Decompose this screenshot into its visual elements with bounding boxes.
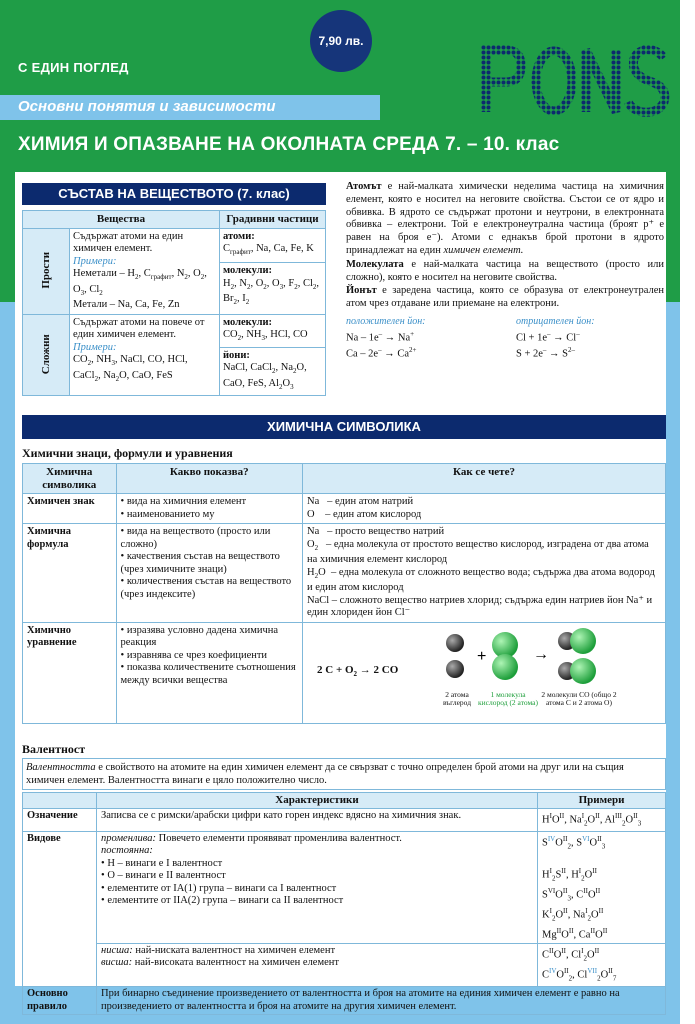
composition-table — [22, 210, 326, 396]
col-substances: Вещества — [23, 211, 220, 229]
tagline: С ЕДИН ПОГЛЕД — [18, 60, 129, 75]
page-title: ХИМИЯ И ОПАЗВАНЕ НА ОКОЛНАТА СРЕДА 7. – 10. клас — [18, 134, 560, 155]
pons-logo — [476, 40, 676, 120]
symbolics-subheading: Химични знаци, формули и уравнения — [22, 446, 233, 460]
composition-heading: СЪСТАВ НА ВЕЩЕСТВОТО (7. клас) — [22, 183, 326, 205]
caption-carbon: 2 атома въглерод — [442, 690, 472, 708]
row-label-complex: Сложни — [23, 314, 70, 396]
symbolics-heading: ХИМИЧНА СИМВОЛИКА — [22, 415, 666, 439]
molecule-illustration — [437, 625, 661, 721]
molecules-cell: молекули: $H_2$, $N_2$, $O_2$, $O_3$, $F_2$, $Cl_2$, $Br_2$, $I_2$ — [220, 263, 326, 314]
price-badge: 7,90 лв. — [310, 10, 372, 72]
valence-table: Характеристики Примери Означение Записва се с римски/арабски цифри като горен индекс вдясно на химичния знак. $H^IO^{II}$, $Na^I_2O^{II}$, $Al^{III}_2O^{II}_3$ Видове променлива: Повечето елементи проявяват променлива валентност. постоянна: • H – винаги е I валентност • O – винаги е II валентност • елементите от IA(1) група – винаги са I валентност • елементите от IIA(2) група – винаги са II валентност $S^{IV}O^{II}_2$, $S^{VI}O^{II}_3$ $H^I_2S^{II}$, $H^I_2O^{II}$ $S^{VI}O^{II}_3$, $C^{II}O^{II}$ $K^I_2O^{II}$, $Na^I_2O^{II}$ $Mg^{II}O^{II}$, $Ca^{II}O^{II}$ нисша: най-ниската валентност на химичен елемент висша: най-високата валентност на химичен елемент $C^{II}O^{II}$, $Cl^I_2O^{II}$ $C^{IV}O^{II}_2$, $Cl^{VII}_2O^{II}_7$ Основно правило При бинарно съединение произведението от валентността и броя на атомите на единия химичен елемент е равно на произведението от валентността и броя на атомите на другия химичен елемент. — [22, 792, 666, 1015]
complex-examples: $CO_2$, $NH_3$, NaCl, CO, HCl, CaCl$_2$, $Na_2O$, CaO, FeS — [73, 354, 188, 383]
sign-name: Химичен знак — [23, 494, 117, 524]
caption-co: 2 молекули CO (общо 2 атома C и 2 атома O) — [541, 690, 617, 708]
equation-formula: 2 $C + O_2 \to 2$ CO — [317, 664, 399, 679]
simple-examples: Неметали – $H_2$, $C_{графит}$, $N_2$, $O_2$, $O_3$, $Cl_2$ Метали – Na, Ca, Fe, Zn — [73, 268, 207, 311]
caption-oxygen: 1 молекула кислород (2 атома) — [477, 690, 539, 708]
molecule-definition: Молекулата е най-малката частица на веществото (просто или сложно), която е носител на неговите свойства. — [346, 258, 664, 283]
ion-examples: положителен йон: отрицателен йон: Na – 1e– → Na+ Cl + 1e– → Cl– $Ca - 2e^- \to Ca^{2+}$ $S + 2e^- \to S^{2-}$ — [346, 315, 595, 360]
simple-desc-cell: Съдържат атоми на един химичен елемент. Примери: Неметали – $H_2$, $C_{графит}$, $N_2$, $O_2$, $O_3$, $Cl_2$ Метали – Na, Ca, Fe, Zn — [70, 228, 220, 314]
svg-text:+: + — [477, 647, 487, 665]
complex-molecules-cell: молекули: $CO_2$, $NH_3$, HCl, CO — [220, 314, 326, 347]
valence-definition: Валентността е свойството на атомите на един химичен елемент да се свързват с точно определен брой атоми на друг или на същия химичен елемент. Валентността винаги е цяло положително число. — [22, 758, 666, 790]
right-margin-strip — [680, 0, 695, 1024]
valence-title: Валентност — [22, 742, 86, 756]
col-particles: Градивни частици — [220, 211, 326, 229]
symbolics-table: Химична символика Какво показва? Как се чете? Химичен знак • вида на химичния елемент • наименованието му Na – един атом натрий O – един атом кислород Химична формула • вида на веществото (просто или сложно) • качествения състав на веществото (чрез химичните знаци) • количествения състав на веществото (чрез индексите) Na – просто вещество натрий $O_2$ – една молекула от простото вещество кислород, изградена от два атома на химичния елемент кислород $H_2O$ – една молекула от сложното вещество вода; съдържа два атома водород и един атом кислород NaCl – сложното вещество натриев хлорид; съдържа един натриев йон Na⁺ и един хлориден йон Cl⁻ Химично уравнение • изразява условно дадена химична реакция • изравнява се чрез коефициенти • показва количествените съотношения между всички вещества 2 $C + O_2 \to 2$ CO + → 2 атома въглерод 1 молекула кислород (2 атома) 2 молекули CO (общо 2 атома C и 2 атома O) — [22, 463, 666, 724]
equation-name: Химично уравнение — [23, 622, 117, 723]
subtitle: Основни понятия и зависимости — [0, 95, 380, 120]
row-label-simple: Прости — [23, 228, 70, 314]
atoms-cell: атоми: $C_{графит}$, Na, Ca, Fe, K — [220, 228, 326, 263]
svg-text:→: → — [533, 645, 549, 663]
complex-desc-cell: Съдържат атоми на повече от един химичен елемент. Примери: $CO_2$, $NH_3$, NaCl, CO, HCl, CaCl$_2$, $Na_2O$, CaO, FeS — [70, 314, 220, 396]
ions-cell: йони: NaCl, CaCl$_2$, $Na_2O$, CaO, FeS, $Al_2O_3$ — [220, 347, 326, 396]
definitions-block — [346, 181, 664, 361]
formula-name: Химична формула — [23, 524, 117, 623]
ion-definition: Йонът е заредена частица, която се образува от електронеутрален атом чрез отдаване или приемане на електрони. — [346, 285, 664, 310]
atom-definition: Атомът е най-малката химически неделима частица на химичния елемент, която е носител на неговите свойства. Състои се от ядро и обвивка. В ядрото се съдържат протони и неутрони, в електронната обвивка – електрони. Той е електронеутрална частица (броят p⁺ е равен на броя e⁻). Атоми с еднакъв брой протони в ядрото принадлежат на един химичен елемент. — [346, 181, 664, 256]
